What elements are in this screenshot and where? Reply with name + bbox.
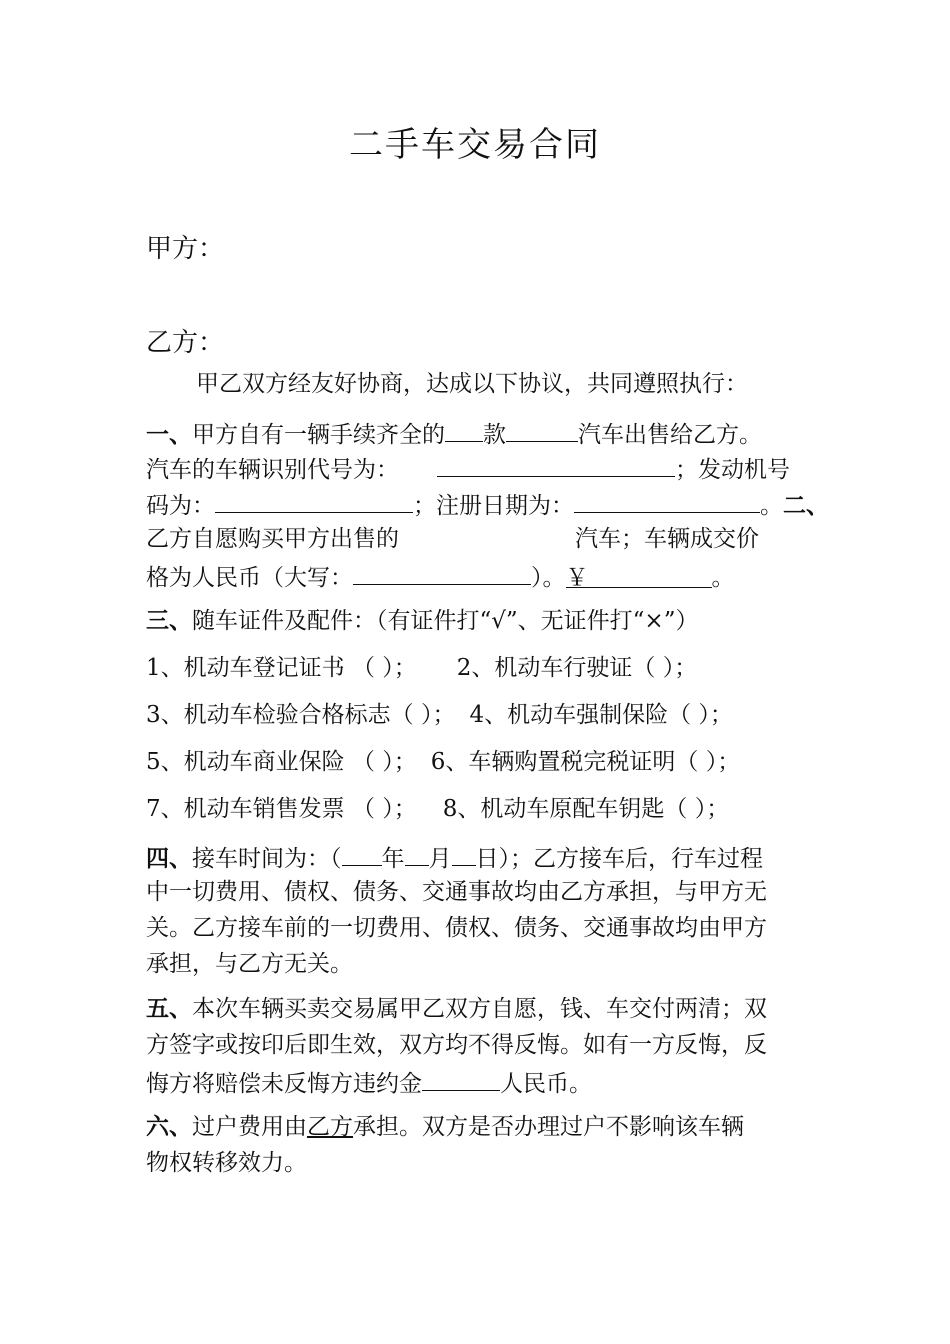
year-label: 年 xyxy=(381,846,405,872)
brand-blank xyxy=(506,414,578,442)
year-blank xyxy=(342,838,382,866)
engine-label-b: 码为： xyxy=(146,493,215,519)
section-6-number: 六、 xyxy=(146,1113,192,1140)
vin-blank xyxy=(437,449,675,477)
section-3-number: 三、 xyxy=(146,607,192,634)
section-2-line-2 xyxy=(146,557,810,593)
intro-text: 甲乙双方经友好协商，达成以下协议，共同遵照执行： xyxy=(196,371,748,397)
section-4-number: 四、 xyxy=(146,845,192,872)
engine-blank xyxy=(215,485,413,513)
section-1-line-1 xyxy=(146,414,810,450)
transfer-fee-party: 乙方 xyxy=(307,1114,353,1140)
month-label: 月 xyxy=(428,846,452,872)
penalty-blank xyxy=(422,1063,500,1091)
price-close: ）。 xyxy=(531,565,566,591)
section-4-text-a: 日）；乙方接车后，行车过程 xyxy=(475,846,763,872)
document-item: 5、机动车商业保险 （ ）； xyxy=(146,749,417,775)
document-item: 3、机动车检验合格标志（ ）； xyxy=(146,702,456,728)
section-5-line-3 xyxy=(146,1063,810,1099)
penalty-label: 悔方将赔偿未反悔方违约金 xyxy=(146,1071,422,1097)
party-a-label: 甲方： xyxy=(146,234,225,264)
vin-label: 汽车的车辆识别代号为： xyxy=(146,457,399,483)
price-number-blank xyxy=(565,560,712,591)
day-blank xyxy=(452,838,476,866)
section-1-text-a: 甲方自有一辆手续齐全的 xyxy=(192,422,445,448)
section-2-number: 二、 xyxy=(783,492,829,519)
section-2-text-b: 汽车；车辆成交价 xyxy=(575,526,759,552)
section-5-line-1 xyxy=(146,991,810,1027)
section-2-line-1 xyxy=(146,521,810,557)
price-label: 格为人民币（大写： xyxy=(146,565,353,591)
section-3-text: 随车证件及配件：（有证件打“√”、无证件打“×”） xyxy=(192,608,699,634)
page-title: 二手车交易合同 xyxy=(349,125,601,165)
section-4-line-4: 承担，与乙方无关。 xyxy=(146,951,353,977)
document-item: 4、机动车强制保险（ ）； xyxy=(469,702,733,728)
model-blank xyxy=(445,414,483,442)
section-6-line-1 xyxy=(146,1109,810,1145)
section-2-text-a: 乙方自愿购买甲方出售的 xyxy=(146,526,399,552)
price-words-blank xyxy=(353,557,531,585)
documents-row-1 xyxy=(146,650,810,686)
party-b-label: 乙方： xyxy=(146,328,225,358)
register-date-blank xyxy=(574,485,760,513)
section-4-line-2: 中一切费用、债权、债务、交通事故均由乙方承担，与甲方无 xyxy=(146,879,767,905)
period: 。 xyxy=(760,493,783,519)
penalty-unit: 人民币。 xyxy=(500,1071,592,1097)
document-item: 1、机动车登记证书 （ ）； xyxy=(146,655,417,681)
document-item: 6、车辆购置税完税证明（ ）； xyxy=(430,749,741,775)
document-item: 7、机动车销售发票 （ ）； xyxy=(146,796,417,822)
documents-row-2 xyxy=(146,697,810,733)
section-4-line-1 xyxy=(146,838,810,874)
month-blank xyxy=(405,838,429,866)
documents-row-4 xyxy=(146,791,810,827)
document-item: 2、机动车行驶证（ ）； xyxy=(456,655,698,681)
section-6-line-2: 物权转移效力。 xyxy=(146,1150,307,1176)
section-6-text-b: 承担。双方是否办理过户不影响该车辆 xyxy=(353,1114,744,1140)
section-5-number: 五、 xyxy=(146,995,192,1022)
section-5-line-2: 方签字或按印后即生效，双方均不得反悔。如有一方反悔，反 xyxy=(146,1032,767,1058)
yen-sign: ￥ xyxy=(565,565,589,591)
section-1-text-b: 款 xyxy=(483,422,506,448)
section-1-line-3 xyxy=(146,485,829,521)
section-3-heading xyxy=(146,603,810,639)
section-1-text-c: 汽车出售给乙方。 xyxy=(578,422,762,448)
section-5-text-a: 本次车辆买卖交易属甲乙双方自愿，钱、车交付两清；双 xyxy=(192,996,767,1022)
section-4-line-3: 关。乙方接车前的一切费用、债权、债务、交通事故均由甲方 xyxy=(146,915,767,941)
section-6-text-a: 过户费用由 xyxy=(192,1114,307,1140)
pickup-label: 接车时间为：（ xyxy=(192,846,342,872)
documents-row-3 xyxy=(146,744,810,780)
price-period: 。 xyxy=(711,565,735,591)
register-date-label: ；注册日期为： xyxy=(413,493,574,519)
document-item: 8、机动车原配车钥匙（ ）； xyxy=(442,796,730,822)
section-1-line-2 xyxy=(146,449,810,485)
section-1-number: 一、 xyxy=(146,421,192,448)
engine-label-a: ；发动机号 xyxy=(675,457,790,483)
